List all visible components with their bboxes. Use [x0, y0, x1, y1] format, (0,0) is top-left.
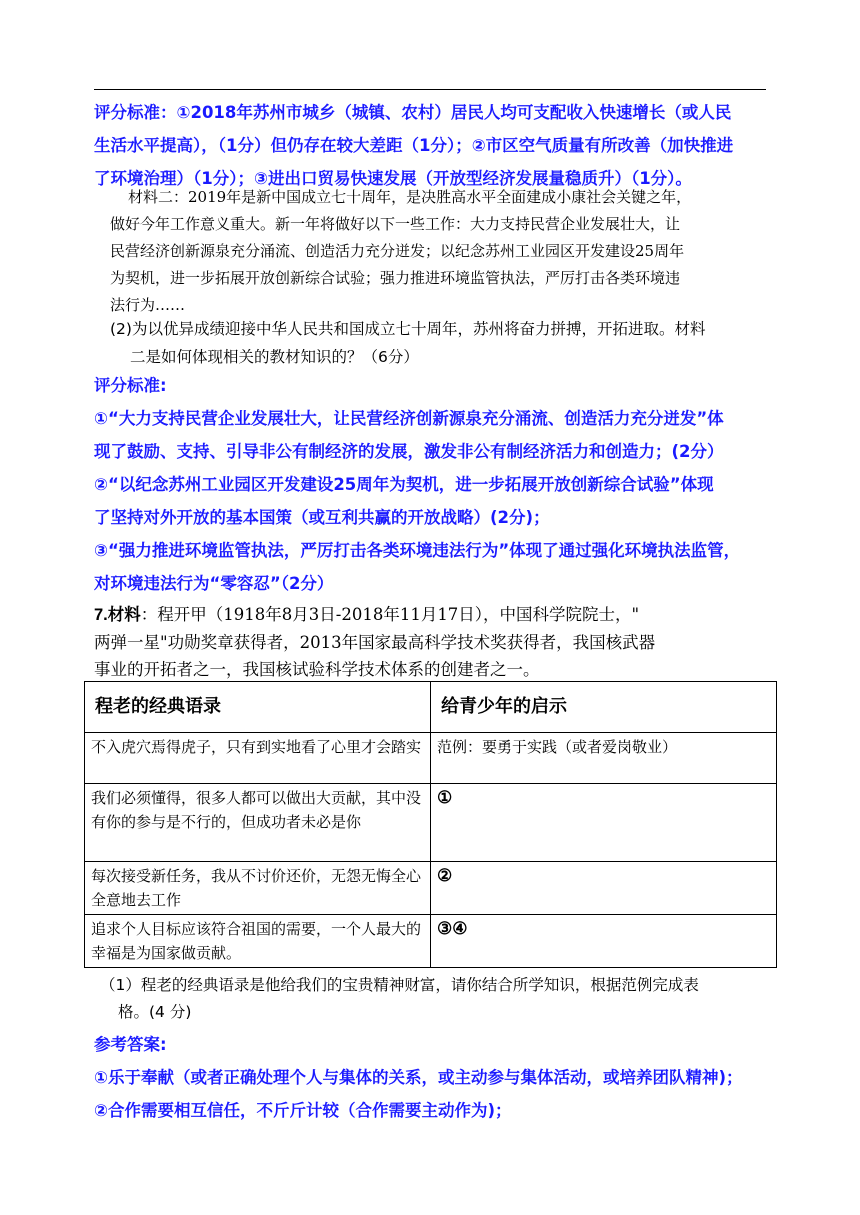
table-row	[85, 862, 777, 915]
table-header-quotes: 程老的经典语录	[85, 682, 431, 733]
material2-line: 法行为……	[110, 296, 186, 314]
table-row	[85, 915, 777, 968]
answer-item: ②合作需要相互信任，不斤斤计较（合作需要主动作为)；	[94, 1101, 512, 1120]
question7-1-line: 格。(4 分)	[118, 1003, 192, 1021]
question7-line	[94, 601, 774, 629]
answers-label: 参考答案:	[94, 1035, 167, 1054]
scoring2-line: 现了鼓励、支持、引导非公有制经济的发展，激发非公有制经济活力和创造力；(2分）	[94, 442, 724, 461]
question7-number: 7.	[94, 606, 108, 624]
table-header-insights: 给青少年的启示	[431, 682, 777, 733]
answer-item: ①乐于奉献（或者正确处理个人与集体的关系，或主动参与集体活动，或培养团队精神)；	[94, 1068, 743, 1087]
table-cell-quote: 我们必须懂得，很多人都可以做出大贡献，其中没有你的参与是不行的，但成功者未必是你	[85, 784, 431, 862]
table-header-row	[85, 682, 777, 733]
table-row	[85, 733, 777, 784]
scoring-standard-2	[94, 369, 774, 600]
quotes-table	[84, 681, 777, 968]
question-7-1	[100, 972, 776, 1026]
material2-line: 为契机，进一步拓展开放创新综合试验；强力推进环境监管执法，严厉打击各类环境违	[110, 269, 681, 287]
question2-line: 二是如何体现相关的教材知识的？（6分）	[130, 348, 419, 366]
table-cell-insight: ③④	[431, 915, 777, 968]
scoring1-line: 评分标准：①2018年苏州市城乡（城镇、农村）居民人均可支配收入快速增长（或人民	[94, 103, 732, 122]
table-cell-insight: 范例：要勇于实践（或者爱岗敬业）	[431, 733, 777, 784]
scoring2-line: ③“强力推进环境监管执法，严厉打击各类环境违法行为”体现了通过强化环境执法监管，	[94, 541, 741, 560]
question7-line: 两弹一星"功勋奖章获得者，2013年国家最高科学技术奖获得者，我国核武器	[94, 633, 656, 652]
material-two	[110, 184, 774, 319]
scoring1-line: 生活水平提高），（1分）但仍存在较大差距（1分）；②市区空气质量有所改善（加快推进	[94, 136, 734, 155]
question7-1-line: （1）程老的经典语录是他给我们的宝贵精神财富，请你结合所学知识，根据范例完成表	[100, 976, 699, 994]
question7-text: ：程开甲（1918年8月3日-2018年11月17日），中国科学院院士，"	[140, 605, 640, 624]
question7-label: 材料	[107, 606, 141, 624]
question2-line: (2)为以优异成绩迎接中华人民共和国成立七十周年，苏州将奋力拼搏，开拓进取。材料	[110, 320, 706, 338]
material2-line: 材料二：2019年是新中国成立七十周年，是决胜高水平全面建成小康社会关键之年，	[128, 188, 692, 206]
scoring2-line: 了坚持对外开放的基本国策（或互利共赢的开放战略）(2分)；	[94, 508, 550, 527]
material2-line: 民营经济创新源泉充分涌流、创造活力充分迸发；以纪念苏州工业园区开发建设25周年	[110, 242, 685, 260]
table-cell-quote: 每次接受新任务，我从不讨价还价，无怨无悔全心全意地去工作	[85, 862, 431, 915]
table-cell-quote: 不入虎穴焉得虎子，只有到实地看了心里才会踏实	[85, 733, 431, 784]
material2-line: 做好今年工作意义重大。新一年将做好以下一些工作：大力支持民营企业发展壮大，让	[110, 215, 681, 233]
header-rule	[94, 89, 766, 90]
scoring2-line: ②“以纪念苏州工业园区开发建设25周年为契机，进一步拓展开放创新综合试验”体现	[94, 475, 714, 494]
question7-line: 事业的开拓者之一，我国核试验科学技术体系的创建者之一。	[94, 660, 540, 679]
scoring2-line: 对环境违法行为“零容忍”（2分）	[94, 574, 334, 593]
question-2	[110, 315, 778, 371]
table-cell-insight: ①	[431, 784, 777, 862]
table-cell-insight: ②	[431, 862, 777, 915]
table-row	[85, 784, 777, 862]
table-cell-quote: 追求个人目标应该符合祖国的需要，一个人最大的幸福是为国家做贡献。	[85, 915, 431, 968]
scoring2-line: ①“大力支持民营企业发展壮大，让民营经济创新源泉充分涌流、创造活力充分迸发”体	[94, 409, 724, 428]
scoring1-line: 了环境治理）（1分）；③进出口贸易快速发展（开放型经济发展量稳质升）（1分）。	[94, 169, 692, 188]
reference-answers	[94, 1028, 774, 1127]
scoring2-label: 评分标准:	[94, 376, 167, 395]
scoring-standard-1	[94, 96, 774, 195]
question-7-material	[94, 601, 774, 683]
